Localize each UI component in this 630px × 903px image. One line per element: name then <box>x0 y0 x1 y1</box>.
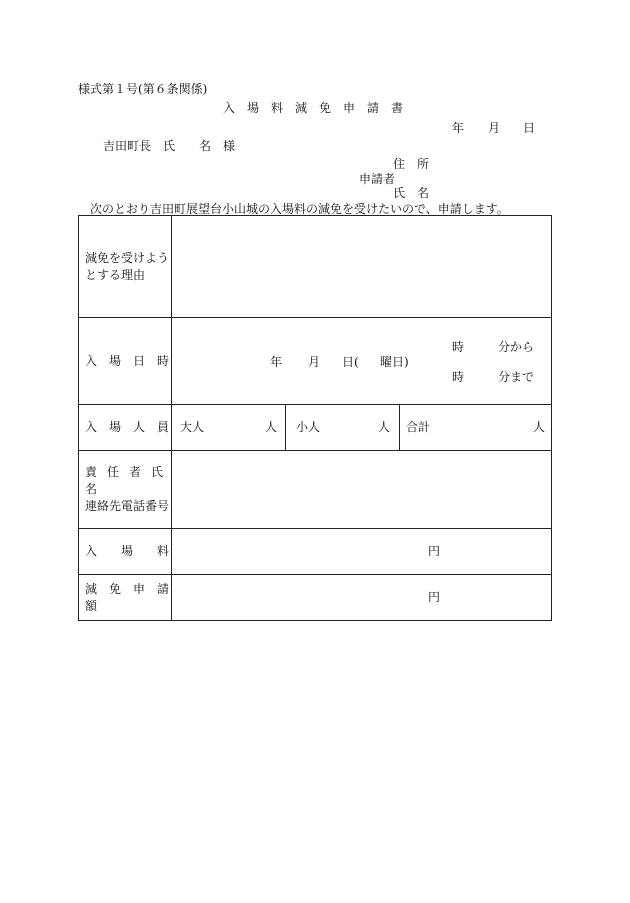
child-label: 小人 <box>296 420 321 434</box>
people-field <box>172 405 552 451</box>
responsible-label-line1: 責 任 者 氏 名 <box>85 465 174 496</box>
dt-minute-from: 分から <box>498 340 535 354</box>
dt-month: 月 <box>308 355 321 369</box>
dt-weekday: 曜日) <box>380 355 409 369</box>
responsible-row <box>79 451 552 529</box>
date-month-label: 月 <box>488 121 501 135</box>
datetime-field[interactable] <box>172 318 552 405</box>
adult-unit: 人 <box>265 420 278 434</box>
total-count-field[interactable] <box>400 405 551 450</box>
people-row <box>79 405 552 451</box>
total-label: 合計 <box>406 420 431 434</box>
dt-hour-from: 時 <box>452 340 465 354</box>
fee-field[interactable] <box>172 529 552 575</box>
responsible-label <box>79 451 172 529</box>
fee-row <box>79 529 552 575</box>
form-number: 様式第１号(第６条関係) <box>78 82 208 96</box>
reason-row <box>79 216 552 318</box>
dt-day: 日( <box>342 355 359 369</box>
exempt-field[interactable] <box>172 575 552 621</box>
reason-label-line2: とする理由 <box>85 267 146 282</box>
date-year-label: 年 <box>452 121 465 135</box>
exempt-row <box>79 575 552 621</box>
reason-label <box>79 216 172 318</box>
date-day-label: 日 <box>523 121 536 135</box>
exempt-unit: 円 <box>428 590 441 604</box>
reason-label-line1: 減免を受けよう <box>85 250 170 265</box>
child-count-field[interactable] <box>286 405 400 450</box>
responsible-label-line2: 連絡先電話番号 <box>85 499 170 513</box>
datetime-label: 入 場 日 時 <box>79 318 172 405</box>
page-title: 入 場 料 減 免 申 請 書 <box>223 101 404 115</box>
addressee: 吉田町長 氏 名 様 <box>103 139 236 153</box>
name-label: 氏 名 <box>393 186 430 200</box>
intro-text: 次のとおり吉田町展望台小山城の入場料の減免を受けたいので、申請します。 <box>90 202 509 216</box>
dt-hour-until: 時 <box>452 370 465 384</box>
reason-field[interactable] <box>172 216 552 318</box>
child-unit: 人 <box>378 420 391 434</box>
application-form-table <box>78 215 552 621</box>
address-label: 住 所 <box>393 157 430 171</box>
datetime-row <box>79 318 552 405</box>
fee-label: 入 場 料 <box>79 529 172 575</box>
dt-minute-until: 分まで <box>498 370 535 384</box>
responsible-field[interactable] <box>172 451 552 529</box>
dt-year: 年 <box>270 355 283 369</box>
adult-count-field[interactable] <box>172 405 286 450</box>
fee-unit: 円 <box>428 544 441 558</box>
applicant-label: 申請者 <box>359 172 396 186</box>
exempt-label: 減 免 申 請 額 <box>79 575 172 621</box>
people-label: 入 場 人 員 <box>79 405 172 451</box>
total-unit: 人 <box>532 420 545 434</box>
adult-label: 大人 <box>180 420 205 434</box>
